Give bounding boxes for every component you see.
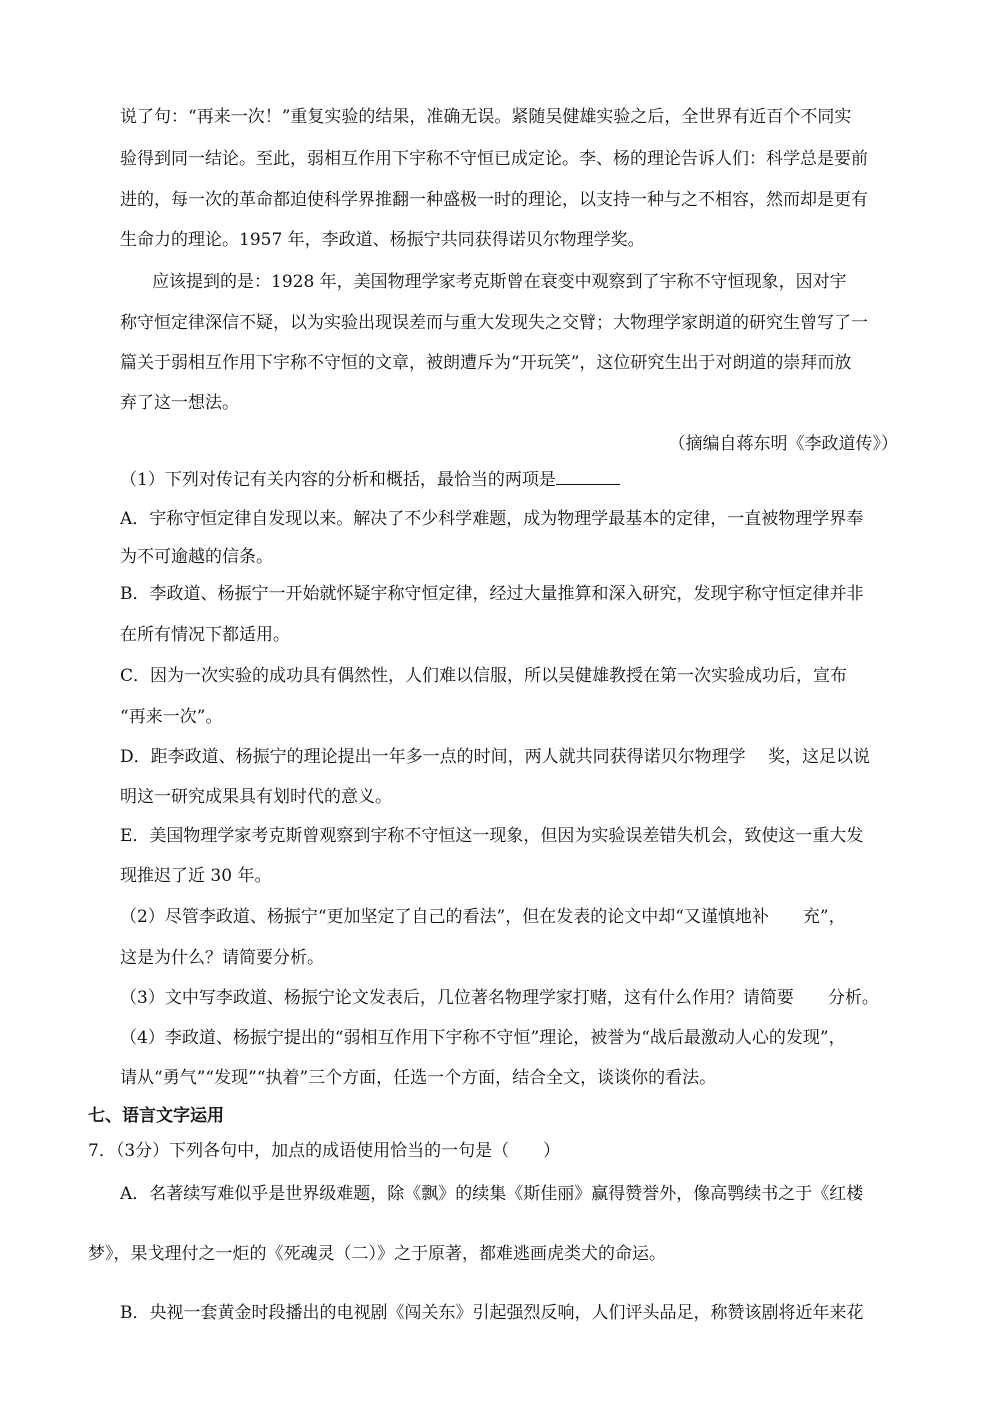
question-7-option-b-line: B．央视一套黄金时段播出的电视剧《闯关东》引起强烈反响，人们评头品足，称赞该剧将近年来花 — [120, 1303, 864, 1323]
question-7-stem: 7．（3分）下列各句中，加点的成语使用恰当的一句是（ ） — [88, 1141, 561, 1161]
passage-line: 弃了这一想法。 — [120, 393, 239, 413]
passage-line: 称守恒定律深信不疑，以为实验出现误差而与重大发现失之交臂；大物理学家朗道的研究生曾写了一 — [120, 313, 868, 333]
question-1-stem — [120, 468, 620, 491]
source-citation: （摘编自蒋东明《李政道传》） — [668, 434, 898, 454]
option-d-line: 明这一研究成果具有划时代的意义。 — [120, 787, 392, 807]
question-7-option-a-line: A．名著续写难似乎是世界级难题，除《飘》的续集《斯佳丽》赢得赞誉外，像高鹗续书之于《红楼 — [120, 1184, 864, 1204]
question-1-text: （1）下列对传记有关内容的分析和概括，最恰当的两项是 — [120, 470, 556, 490]
question-4-line: 请从“勇气”“发现”“执着”三个方面，任选一个方面，结合全文，谈谈你的看法。 — [120, 1068, 717, 1088]
option-b-line: B．李政道、杨振宁一开始就怀疑宇称守恒定律，经过大量推算和深入研究，发现宇称守恒定律并非 — [120, 584, 864, 604]
passage-line: 进的，每一次的革命都迫使科学界推翻一种盛极一时的理论，以支持一种与之不相容，然而却是更有 — [120, 190, 868, 210]
option-e-line: E．美国物理学家考克斯曾观察到宇称不守恒这一现象，但因为实验误差错失机会，致使这一重大发 — [120, 826, 864, 846]
passage-line: 篇关于弱相互作用下宇称不守恒的文章，被朗遭斥为“开玩笑”，这位研究生出于对朗道的崇拜而放 — [120, 353, 852, 373]
option-d-line: D．距李政道、杨振宁的理论提出一年多一点的时间，两人就共同获得诺贝尔物理学 奖，这足以说 — [120, 747, 871, 767]
question-2-line: （2）尽管李政道、杨振宁“更加坚定了自己的看法”，但在发表的论文中却“又谨慎地补 充”， — [120, 907, 846, 927]
question-7-option-a-line: 梦》，果戈理付之一炬的《死魂灵（二）》之于原著，都难逃画虎类犬的命运。 — [88, 1244, 666, 1264]
question-3-line: （3）文中写李政道、杨振宁论文发表后，几位著名物理学家打赌，这有什么作用？请简要 分析。 — [120, 988, 879, 1008]
option-a-line: 为不可逾越的信条。 — [120, 547, 273, 567]
answer-blank — [556, 468, 620, 485]
option-a-line: A．宇称守恒定律自发现以来。解决了不少科学难题，成为物理学最基本的定律，一直被物理学界奉 — [120, 509, 864, 529]
option-e-line: 现推迟了近 30 年。 — [120, 866, 272, 886]
passage-line: 说了句：“再来一次！”重复实验的结果，准确无误。紧随吴健雄实验之后，全世界有近百个不同实 — [120, 107, 852, 127]
section-heading: 七、语言文字运用 — [88, 1106, 224, 1126]
option-b-line: 在所有情况下都适用。 — [120, 625, 290, 645]
passage-line: 生命力的理论。1957 年，李政道、杨振宁共同获得诺贝尔物理学奖。 — [120, 230, 645, 250]
question-4-line: （4）李政道、杨振宁提出的“弱相互作用下宇称不守恒”理论，被誉为“战后最激动人心的发现”， — [120, 1028, 846, 1048]
passage-line: 验得到同一结论。至此，弱相互作用下宇称不守恒已成定论。李、杨的理论告诉人们：科学总是要前 — [120, 149, 868, 169]
question-2-line: 这是为什么？请简要分析。 — [120, 948, 324, 968]
option-c-line: C．因为一次实验的成功具有偶然性，人们难以信服，所以吴健雄教授在第一次实验成功后，宣布 — [120, 666, 848, 686]
option-c-line: “再来一次”。 — [120, 707, 223, 727]
passage-line: 应该提到的是：1928 年，美国物理学家考克斯曾在衰变中观察到了宇称不守恒现象，因对宇 — [152, 272, 847, 292]
